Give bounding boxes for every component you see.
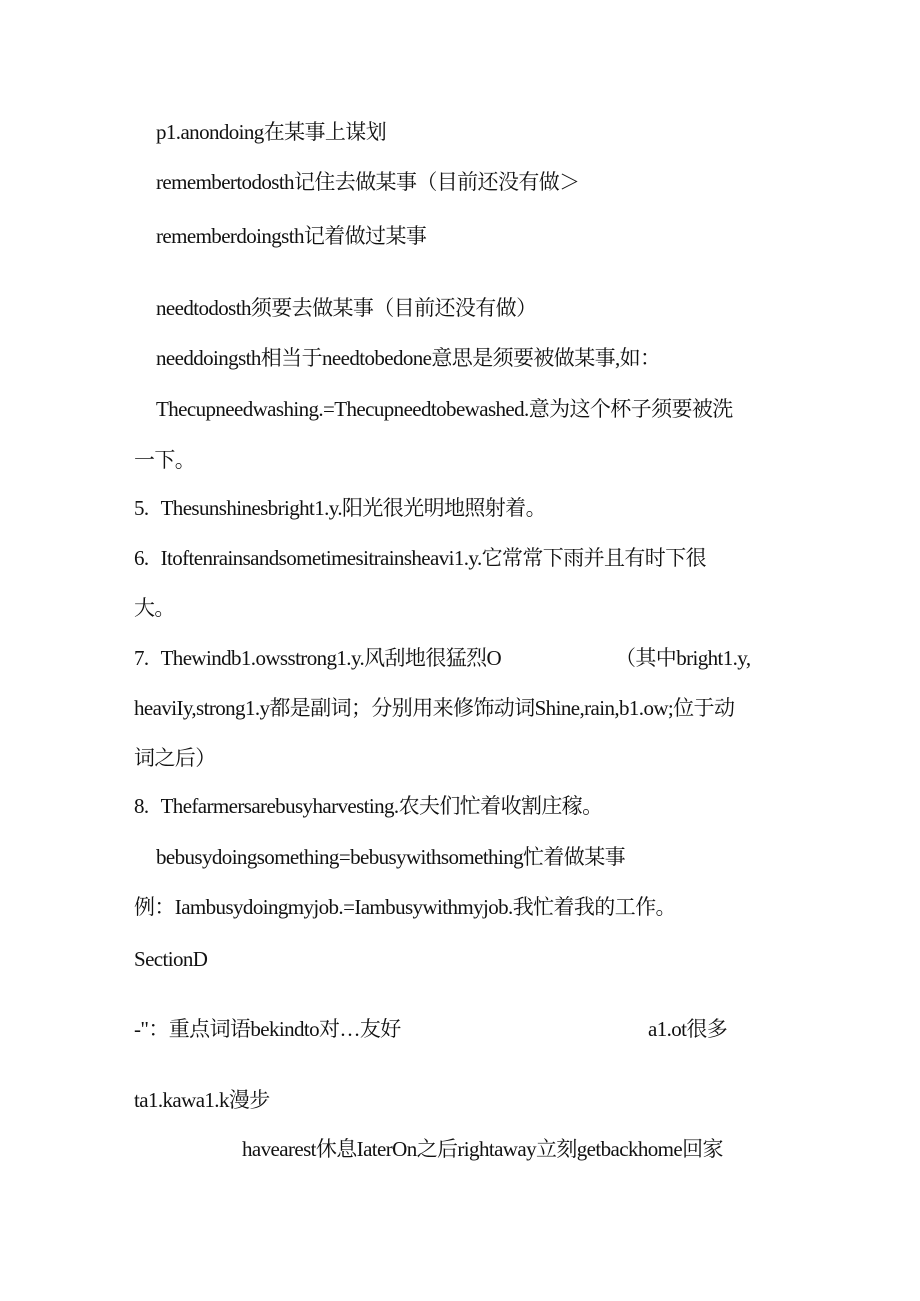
- numbered-line: [134, 792, 603, 820]
- text-line: -"：重点词语bekindto对…友好: [134, 1017, 401, 1041]
- text-line: havearest休息IaterOn之后rightaway立刻getbackhome回家: [242, 1137, 723, 1161]
- numbered-line: [134, 544, 706, 572]
- item-text: Itoftenrainsandsometimesitrainsheavi1.y.它常常下雨并且有时下很: [160, 546, 707, 570]
- item-number: 8.: [134, 794, 149, 818]
- item-text: Thewindb1.owsstrong1.y.风刮地很猛烈O: [160, 646, 502, 670]
- numbered-line: [134, 644, 501, 672]
- section-heading: SectionD: [134, 947, 208, 971]
- text-note: （其中bright1.y,: [615, 646, 751, 670]
- text-line: 例：Iambusydoingmyjob.=Iambusywithmyjob.我忙着我的工作。: [134, 895, 676, 919]
- text-line: ta1.kawa1.k漫步: [134, 1088, 270, 1112]
- text-line: a1.ot很多: [648, 1017, 728, 1041]
- text-line: heaviIy,strong1.y都是副词；分别用来修饰动词Shine,rain,b1.ow;位于动: [134, 696, 735, 720]
- item-number: 6.: [134, 546, 149, 570]
- text-line: 大。: [134, 596, 175, 620]
- text-line: p1.anondoing在某事上谋划: [156, 120, 387, 144]
- text-line: remembertodosth记住去做某事（目前还没有做＞: [156, 170, 580, 194]
- text-line: needtodosth须要去做某事（目前还没有做）: [156, 296, 537, 320]
- text-line: needdoingsth相当于needtobedone意思是须要被做某事,如：: [156, 346, 661, 370]
- text-line: rememberdoingsth记着做过某事: [156, 224, 427, 248]
- text-line: Thecupneedwashing.=Thecupneedtobewashed.意为这个杯子须要被洗: [156, 397, 733, 421]
- item-text: Thefarmersarebusyharvesting.农夫们忙着收割庄稼。: [160, 794, 603, 818]
- item-number: 7.: [134, 646, 149, 670]
- text-line: 一下。: [134, 448, 196, 472]
- text-line: bebusydoingsomething=bebusywithsomething忙着做某事: [156, 845, 625, 869]
- text-line: 词之后）: [134, 746, 216, 770]
- numbered-line: [134, 494, 546, 522]
- item-text: Thesunshinesbright1.y.阳光很光明地照射着。: [160, 496, 546, 520]
- item-number: 5.: [134, 496, 149, 520]
